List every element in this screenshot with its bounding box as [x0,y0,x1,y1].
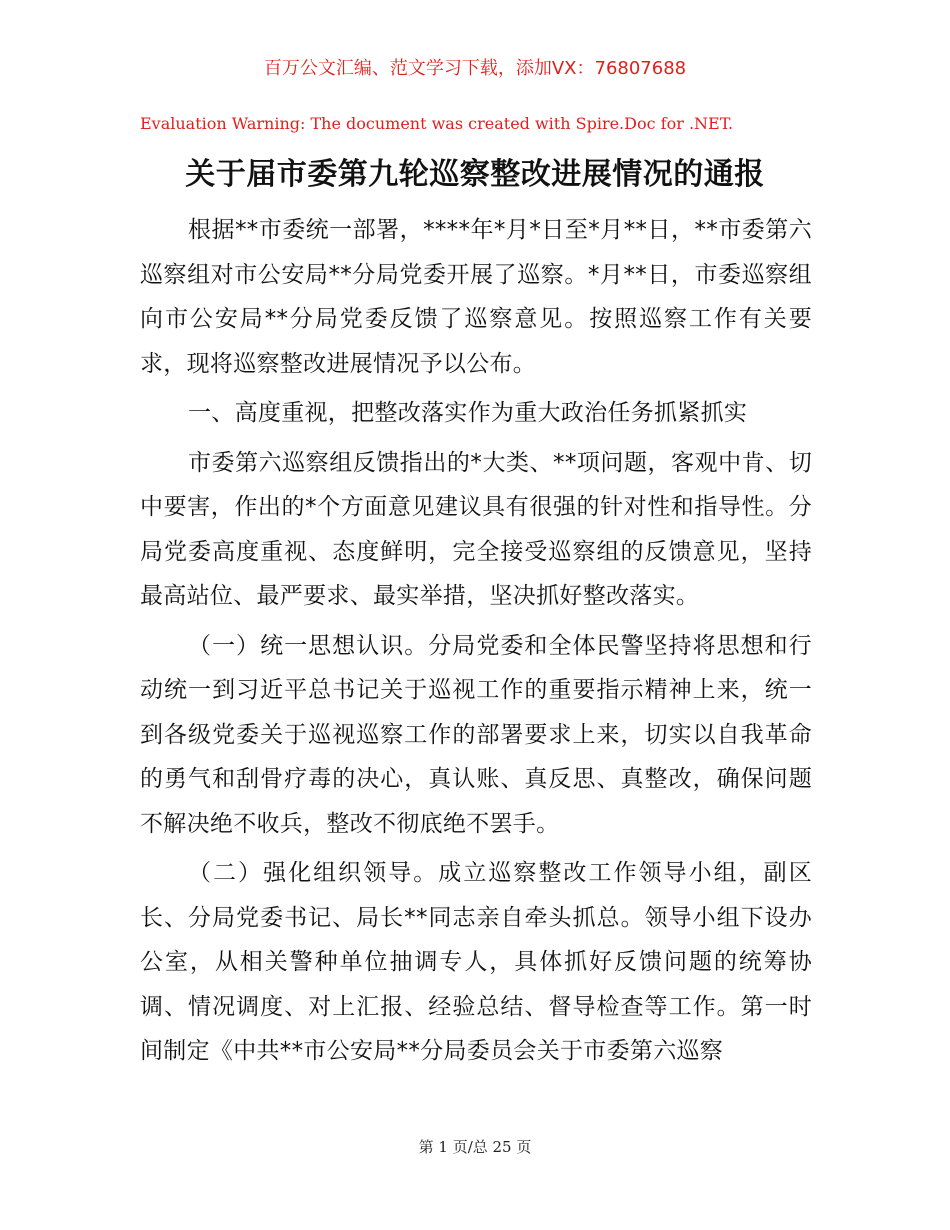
paragraph-feedback: 市委第六巡察组反馈指出的*大类、**项问题，客观中肯、切中要害，作出的*个方面意见建议具有很强的针对性和指导性。分局党委高度重视、态度鲜明，完全接受巡察组的反馈意见，坚持最高站位、最严要求、最实举措，坚决抓好整改落实。 [140,449,812,609]
document-title: 关于届市委第九轮巡察整改进展情况的通报 [185,157,765,192]
evaluation-warning: Evaluation Warning: The document was created with Spire.Doc for .NET. [140,114,734,133]
section-heading-1: 一、高度重视，把整改落实作为重大政治任务抓紧抓实 [188,400,748,426]
paragraph-item-2: （二）强化组织领导。成立巡察整改工作领导小组，副区长、分局党委书记、局长**同志亲自牵头抓总。领导小组下设办公室，从相关警种单位抽调专人，具体抓好反馈问题的统筹协调、情况调度、对上汇报、经验总结、督导检查等工作。第一时间制定《中共**市公安局**分局委员会关于市委第六巡察 [140,860,812,1064]
document-body [140,208,812,1074]
page-footer: 第 1 页/总 25 页 [418,1138,532,1156]
paragraph-intro: 根据**市委统一部署，****年*月*日至*月**日，**市委第六巡察组对市公安局**分局党委开展了巡察。*月**日，市委巡察组向市公安局**分局党委反馈了巡察意见。按照巡察工作有关要求，现将巡察整改进展情况予以公布。 [140,217,812,377]
header-banner: 百万公文汇编、范文学习下载，添加VX：76807688 [263,58,687,79]
paragraph-item-1: （一）统一思想认识。分局党委和全体民警坚持将思想和行动统一到习近平总书记关于巡视工作的重要指示精神上来，统一到各级党委关于巡视巡察工作的部署要求上来，切实以自我革命的勇气和刮骨疗毒的决心，真认账、真反思、真整改，确保问题不解决绝不收兵，整改不彻底绝不罢手。 [140,632,812,837]
